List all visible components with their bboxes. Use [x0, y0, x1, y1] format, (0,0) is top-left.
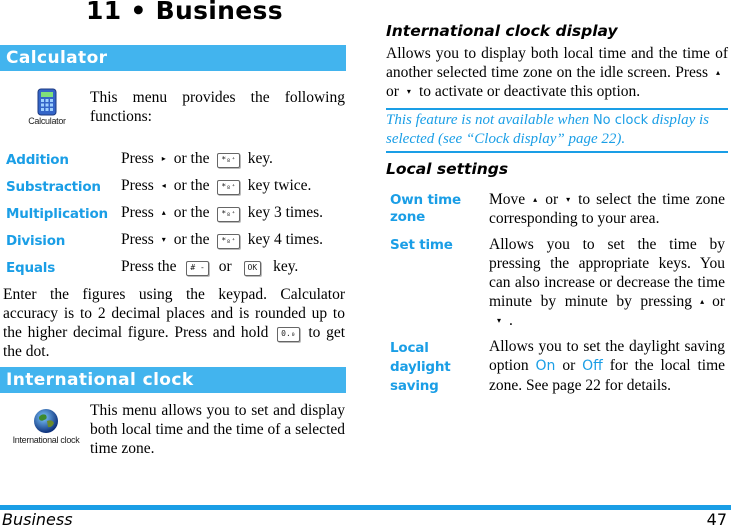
calculator-icon-block [26, 88, 68, 126]
calculator-accuracy-paragraph [3, 285, 345, 361]
desc-text: or the [173, 204, 210, 221]
clock-display-heading: International clock display [386, 22, 618, 40]
accuracy-text: Enter the figures using the keypad. Calculator accuracy is to 2 decimal places and is rounded up to the higher decimal figure. Press and hold [3, 286, 345, 341]
footer-rule [0, 505, 731, 510]
setting-term: Own time zone [390, 192, 461, 225]
international-clock-intro: This menu allows you to set and display both local time and the time of a selected time zone. [90, 402, 345, 457]
down-arrow-icon: ▾ [406, 87, 411, 96]
setting-desc [489, 337, 725, 395]
calculator-icon-label: Calculator [28, 116, 66, 126]
desc-text: . [509, 312, 513, 329]
setting-term: Local daylight saving [390, 340, 451, 394]
function-row-addition [6, 150, 351, 177]
function-term: Addition [6, 152, 69, 168]
page-number: 47 [706, 510, 727, 529]
note-text: display is selected (see “Clock display” page 22). [386, 112, 709, 147]
up-arrow-icon: ▴ [715, 68, 720, 77]
desc-text: or the [173, 177, 210, 194]
accuracy-text: to get the dot. [3, 324, 346, 360]
note-rule-bottom [386, 151, 728, 153]
calculator-intro: This menu provides the following functions: [90, 89, 345, 125]
section-header-calculator: Calculator [0, 45, 346, 71]
down-arrow-icon: ▾ [497, 316, 502, 325]
desc-text: Allows you to set the daylight saving option [489, 338, 725, 374]
star-key-icon: *₈⁺ [217, 153, 239, 168]
desc-text: for the local time zone. See page 22 for details. [489, 357, 726, 394]
desc-text: or the [173, 231, 210, 248]
globe-icon [33, 408, 59, 434]
ok-key-icon: OK [244, 261, 262, 276]
international-clock-icon-block [6, 408, 86, 445]
international-clock-icon-label: International clock [12, 435, 80, 445]
star-key-icon: *₈⁺ [217, 207, 239, 222]
desc-text: Press [121, 150, 154, 167]
desc-text: or [218, 258, 232, 275]
left-arrow-icon: ◂ [161, 181, 166, 190]
section-header-international-clock: International clock [0, 367, 346, 393]
desc-text: or the [173, 150, 210, 167]
note-text: This feature is not available when [386, 112, 590, 128]
up-arrow-icon: ▴ [700, 297, 705, 306]
desc-text: key. [247, 150, 273, 167]
function-term: Multiplication [6, 206, 108, 222]
setting-term: Set time [390, 237, 453, 253]
function-term: Equals [6, 260, 56, 276]
desc-text: Press [121, 177, 154, 194]
function-term: Division [6, 233, 66, 249]
clock-display-note [386, 111, 728, 148]
desc-text: Allows you to set the time by pressing the appropriate keys. You can also increase or decrease the time minute by minute by pressing [489, 236, 725, 310]
desc-text: key 3 times. [247, 204, 324, 221]
calculator-functions-list [6, 150, 351, 285]
desc-text: Press [121, 231, 154, 248]
footer-section-name: Business [2, 510, 73, 529]
function-row-multiplication [6, 204, 351, 231]
desc-text: Press the [121, 258, 177, 275]
or-text: or [562, 357, 576, 374]
hash-key-icon: # - [186, 261, 208, 276]
function-term: Substraction [6, 179, 101, 195]
right-arrow-icon: ▸ [161, 154, 166, 163]
star-key-icon: *₈⁺ [217, 180, 239, 195]
desc-text: Press [121, 204, 154, 221]
chapter-title: 11 • Business [86, 0, 283, 25]
option-on: On [535, 358, 556, 374]
local-settings-heading: Local settings [386, 160, 509, 178]
desc-text: key 4 times. [247, 231, 324, 248]
setting-row-own-time-zone [390, 190, 730, 240]
desc-text: key. [273, 258, 299, 275]
clock-display-paragraph [386, 44, 728, 101]
function-row-division [6, 231, 351, 258]
clock-display-text: to activate or deactivate this option. [418, 83, 641, 100]
star-key-icon: *₈⁺ [217, 234, 239, 249]
clock-display-text: Allows you to display both local time and the time of another selected time zone on the idle screen. Press [386, 45, 728, 81]
desc-text: key twice. [247, 177, 312, 194]
setting-row-local-daylight-saving [390, 337, 730, 397]
note-option-name: No clock [592, 113, 649, 128]
up-arrow-icon: ▴ [161, 208, 166, 217]
up-arrow-icon: ▴ [533, 195, 538, 204]
desc-text: to select the time zone corresponding to your area. [489, 191, 725, 227]
setting-desc [489, 235, 725, 330]
setting-row-set-time [390, 236, 730, 337]
or-text: or [712, 293, 725, 310]
setting-desc [489, 190, 725, 228]
down-arrow-icon: ▾ [566, 195, 571, 204]
or-text: or [545, 191, 559, 208]
zero-key-icon: 0.₀ [277, 327, 299, 342]
function-row-substraction [6, 177, 351, 204]
down-arrow-icon: ▾ [161, 235, 166, 244]
desc-text: Move [489, 191, 526, 208]
option-off: Off [582, 358, 603, 374]
function-row-equals [6, 258, 351, 285]
calculator-icon [37, 88, 57, 116]
or-text: or [386, 83, 399, 100]
local-settings-list [390, 190, 730, 397]
note-rule-top [386, 108, 728, 110]
